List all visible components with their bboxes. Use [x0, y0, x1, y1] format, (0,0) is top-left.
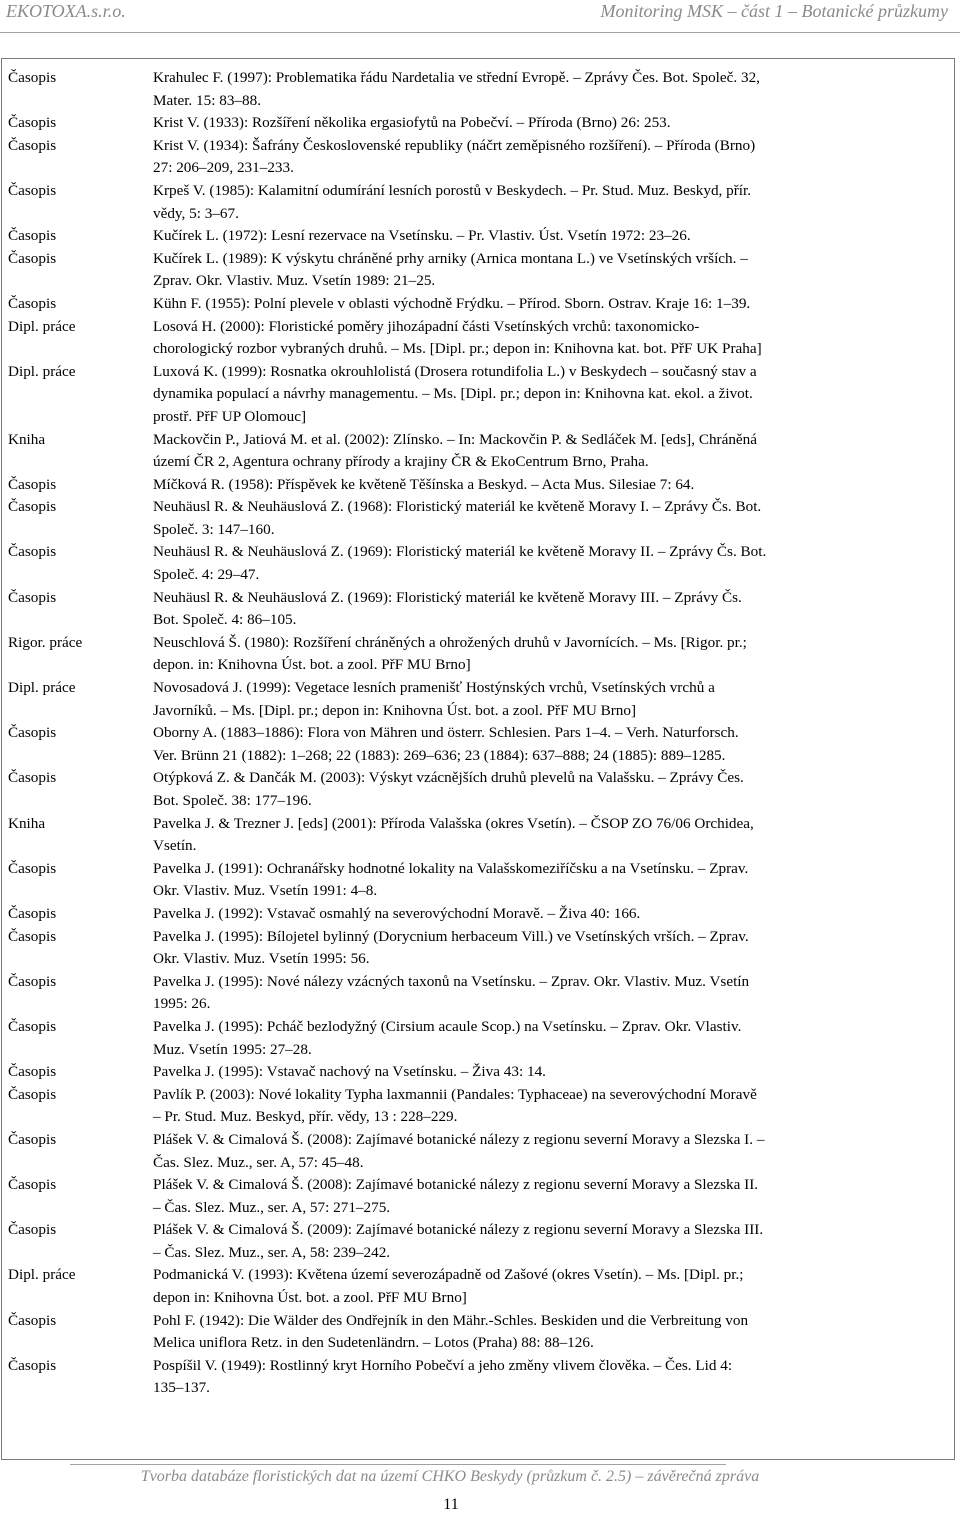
citation-line: Krist V. (1934): Šafrány Československé republiky (náčrt zeměpisného rozšíření). – Příroda (Brno): [153, 136, 756, 154]
publication-type: Časopis: [8, 724, 57, 742]
citation: [153, 135, 943, 180]
citation-line: 27: 206–209, 231–233.: [153, 159, 294, 177]
citation: [153, 496, 943, 541]
citation-line: Vsetín.: [153, 837, 197, 855]
reference-row: [8, 316, 948, 361]
citation-line: – Pr. Stud. Muz. Beskyd, přír. vědy, 13 : 228–229.: [153, 1108, 458, 1126]
footer-divider: [70, 1464, 726, 1465]
citation: [153, 1061, 943, 1084]
reference-row: [8, 971, 948, 1016]
reference-row: [8, 722, 948, 767]
citation: [153, 971, 943, 1016]
citation: [153, 1310, 943, 1355]
citation: [153, 813, 943, 858]
publication-type: Časopis: [8, 1063, 57, 1081]
citation-line: Bot. Společ. 4: 86–105.: [153, 611, 297, 629]
reference-row: [8, 429, 948, 474]
citation: [153, 722, 943, 767]
publication-type: Časopis: [8, 1017, 57, 1035]
report-title: Tvorba databáze floristických dat na území CHKO Beskydy (průzkum č. 2.5) – závěrečná zpráva: [140, 1468, 760, 1485]
reference-row: [8, 1310, 948, 1355]
citation: [153, 587, 943, 632]
citation-line: Losová H. (2000): Floristické poměry jihozápadní části Vsetínských vrchů: taxonomicko-: [153, 317, 700, 335]
publication-type: Časopis: [8, 227, 57, 245]
citation-line: Pavelka J. (1995): Nové nálezy vzácných taxonů na Vsetínsku. – Zprav. Okr. Vlastiv. Muz. Vsetín: [153, 972, 750, 990]
publication-type: Časopis: [8, 498, 57, 516]
citation-line: Plášek V. & Cimalová Š. (2008): Zajímavé botanické nálezy z regionu severní Moravy a Slezska I. –: [153, 1130, 765, 1148]
citation-line: Neuhäusl R. & Neuhäuslová Z. (1968): Floristický materiál ke květeně Moravy I. – Zprávy Čs. Bot.: [153, 498, 762, 516]
publication-type: Dipl. práce: [8, 1266, 76, 1284]
citation-line: Společ. 3: 147–160.: [153, 520, 275, 538]
citation-line: Pavelka J. (1992): Vstavač osmahlý na severovýchodní Moravě. – Živa 40: 166.: [153, 904, 641, 922]
citation-line: Ver. Brünn 21 (1882): 1–268; 22 (1883): 269–636; 23 (1884): 637–888; 24 (1885): 889–1285.: [153, 746, 726, 764]
reference-row: [8, 903, 948, 926]
header-divider: [0, 32, 960, 33]
reference-row: [8, 1129, 948, 1174]
reference-row: [8, 1061, 948, 1084]
reference-row: [8, 135, 948, 180]
publication-type: Časopis: [8, 136, 57, 154]
reference-row: [8, 361, 948, 429]
citation: [153, 225, 943, 248]
publication-type: Časopis: [8, 588, 57, 606]
citation-line: Krahulec F. (1997): Problematika řádu Nardetalia ve střední Evropě. – Zprávy Čes. Bot. Společ. 32,: [153, 69, 760, 86]
publication-type: Časopis: [8, 249, 57, 267]
reference-row: [8, 1264, 948, 1309]
citation-line: Bot. Společ. 38: 177–196.: [153, 792, 312, 809]
citation-line: depon in: Knihovna Úst. bot. a zool. PřF MU Brno]: [153, 1289, 467, 1307]
citation-line: Kučírek L. (1989): K výskytu chráněné prhy arniky (Arnica montana L.) ve Vsetínských vrších. –: [153, 249, 748, 267]
citation: [153, 541, 943, 586]
citation-line: Javorníků. – Ms. [Dipl. pr.; depon in: Knihovna Úst. bot. a zool. PřF MU Brno]: [153, 701, 637, 719]
citation-line: Okr. Vlastiv. Muz. Vsetín 1991: 4–8.: [153, 882, 378, 900]
citation: [153, 1355, 943, 1400]
citation: [153, 1219, 943, 1264]
publication-type: Kniha: [8, 430, 46, 448]
citation-line: Otýpková Z. & Dančák M. (2003): Výskyt vzácnějších druhů plevelů na Valašsku. – Zprávy Čes.: [153, 769, 744, 787]
publication-type: Časopis: [8, 972, 57, 990]
reference-row: [8, 541, 948, 586]
citation-line: Plášek V. & Cimalová Š. (2009): Zajímavé botanické nálezy z regionu severní Moravy a Slezska III.: [153, 1221, 764, 1239]
publication-type: Časopis: [8, 1221, 57, 1239]
reference-row: [8, 926, 948, 971]
citation: [153, 632, 943, 677]
publication-type: Časopis: [8, 927, 57, 945]
citation: [153, 248, 943, 293]
citation: [153, 316, 943, 361]
citation: [153, 677, 943, 722]
citation-line: 1995: 26.: [153, 995, 211, 1013]
publication-type: Časopis: [8, 475, 57, 493]
reference-row: [8, 180, 948, 225]
citation: [153, 67, 943, 112]
citation-line: Neuschlová Š. (1980): Rozšíření chráněných a ohrožených druhů v Javornících. – Ms. [Rigor. pr.;: [153, 633, 747, 651]
citation-line: Krist V. (1933): Rozšíření několika ergasiofytů na Pobečví. – Příroda (Brno) 26: 253.: [153, 114, 671, 132]
citation-line: Podmanická V. (1993): Květena území severozápadně od Zašové (okres Vsetín). – Ms. [Dipl. pr.;: [153, 1266, 744, 1284]
citation-line: chorologický rozbor vybraných druhů. – Ms. [Dipl. pr.; depon in: Knihovna kat. bot. PřF UK Praha]: [153, 340, 762, 358]
citation-line: Pavelka J. & Trezner J. [eds] (2001): Příroda Valašska (okres Vsetín). – ČSOP ZO 76/06 Orchidea,: [153, 814, 754, 832]
publication-type: Rigor. práce: [8, 633, 83, 651]
publication-type: Časopis: [8, 69, 57, 86]
citation-line: dynamika populací a návrhy managementu. – Ms. [Dipl. pr.; depon in: Knihovna kat. ekol. a život.: [153, 385, 753, 403]
references-table: [8, 67, 948, 1400]
reference-row: [8, 112, 948, 135]
citation-line: Míčková R. (1958): Příspěvek ke květeně Těšínska a Beskyd. – Acta Mus. Silesiae 7: 64.: [153, 475, 695, 493]
citation: [153, 429, 943, 474]
citation: [153, 474, 943, 497]
citation-line: území ČR 2, Agentura ochrany přírody a krajiny ČR & EkoCentrum Brno, Praha.: [153, 453, 649, 471]
publication-type: Časopis: [8, 769, 57, 787]
citation: [153, 767, 943, 812]
reference-row: [8, 1174, 948, 1219]
reference-row: [8, 767, 948, 812]
citation-line: 135–137.: [153, 1379, 210, 1397]
citation: [153, 903, 943, 926]
citation: [153, 293, 943, 316]
citation-line: Pavelka J. (1995): Vstavač nachový na Vsetínsku. – Živa 43: 14.: [153, 1063, 546, 1081]
publication-type: Dipl. práce: [8, 317, 76, 335]
citation-line: Pavelka J. (1991): Ochranářsky hodnotné lokality na Valašskomeziříčsku a na Vsetínsku. – Zprav.: [153, 859, 749, 877]
publication-type: Kniha: [8, 814, 46, 832]
citation-line: Plášek V. & Cimalová Š. (2008): Zajímavé botanické nálezy z regionu severní Moravy a Slezska II.: [153, 1176, 759, 1194]
reference-row: [8, 677, 948, 722]
citation-line: – Čas. Slez. Muz., ser. A, 58: 239–242.: [153, 1243, 391, 1261]
publication-type: Časopis: [8, 1085, 57, 1103]
citation: [153, 1174, 943, 1219]
publication-type: Časopis: [8, 294, 57, 312]
citation-line: Zprav. Okr. Vlastiv. Muz. Vsetín 1989: 21–25.: [153, 272, 436, 290]
publication-type: Časopis: [8, 1130, 57, 1148]
reference-row: [8, 474, 948, 497]
citation-line: Oborny A. (1883–1886): Flora von Mähren und österr. Schlesien. Pars 1–4. – Verh. Naturforsch.: [153, 724, 739, 742]
citation: [153, 1129, 943, 1174]
reference-row: [8, 1016, 948, 1061]
reference-row: [8, 225, 948, 248]
citation-line: depon. in: Knihovna Úst. bot. a zool. PřF MU Brno]: [153, 656, 471, 674]
publication-type: Časopis: [8, 1356, 57, 1374]
publication-type: Časopis: [8, 1311, 57, 1329]
publication-type: Časopis: [8, 904, 57, 922]
reference-row: [8, 587, 948, 632]
citation-line: Luxová K. (1999): Rosnatka okrouhlolistá (Drosera rotundifolia L.) v Beskydech – současný stav a: [153, 362, 757, 380]
page-header: [0, 0, 960, 30]
reference-row: [8, 632, 948, 677]
reference-row: [8, 496, 948, 541]
publication-type: Časopis: [8, 114, 57, 132]
reference-row: [8, 1219, 948, 1264]
citation-line: Mater. 15: 83–88.: [153, 91, 261, 109]
page-number: 11: [443, 1496, 459, 1513]
citation-line: Kühn F. (1955): Polní plevele v oblasti východně Frýdku. – Přírod. Sborn. Ostrav. Kraje 16: 1–39.: [153, 294, 751, 312]
reference-row: [8, 1355, 948, 1400]
citation-line: Krpeš V. (1985): Kalamitní odumírání lesních porostů v Beskydech. – Pr. Stud. Muz. Beskyd, přír.: [153, 181, 752, 199]
reference-row: [8, 1084, 948, 1129]
citation: [153, 361, 943, 429]
citation-line: Společ. 4: 29–47.: [153, 566, 260, 584]
citation-line: Mackovčin P., Jatiová M. et al. (2002): Zlínsko. – In: Mackovčin P. & Sedláček M. [eds], Chráněná: [153, 430, 758, 448]
citation-line: Okr. Vlastiv. Muz. Vsetín 1995: 56.: [153, 950, 370, 968]
citation-line: prostř. PřF UP Olomouc]: [153, 407, 307, 425]
citation-line: Neuhäusl R. & Neuhäuslová Z. (1969): Floristický materiál ke květeně Moravy II. – Zprávy Čs. Bot.: [153, 543, 767, 561]
citation-line: Melica uniflora Retz. in den Sudetenländrn. – Lotos (Praha) 88: 88–126.: [153, 1334, 594, 1352]
citation: [153, 858, 943, 903]
citation-line: Pavelka J. (1995): Bílojetel bylinný (Dorycnium herbaceum Vill.) ve Vsetínských vrších. – Zprav.: [153, 927, 749, 945]
project-title: Monitoring MSK – část 1 – Botanické průzkumy: [600, 1, 948, 21]
citation-line: Muz. Vsetín 1995: 27–28.: [153, 1040, 312, 1058]
reference-row: [8, 248, 948, 293]
reference-row: [8, 858, 948, 903]
citation-line: Pospíšil V. (1949): Rostlinný kryt Horního Pobečví a jeho změny vlivem člověka. – Čes. Lid 4:: [153, 1356, 733, 1374]
publication-type: Dipl. práce: [8, 679, 76, 697]
publication-type: Časopis: [8, 1176, 57, 1194]
citation: [153, 180, 943, 225]
citation: [153, 1016, 943, 1061]
citation-line: Pohl F. (1942): Die Wälder des Ondřejník in den Mähr.-Schles. Beskiden und die Verbreitung von: [153, 1311, 749, 1329]
citation-line: Čas. Slez. Muz., ser. A, 57: 45–48.: [153, 1153, 364, 1171]
reference-row: [8, 813, 948, 858]
publication-type: Časopis: [8, 859, 57, 877]
citation-line: Kučírek L. (1972): Lesní rezervace na Vsetínsku. – Pr. Vlastiv. Úst. Vsetín 1972: 23–26.: [153, 227, 691, 245]
citation-line: Neuhäusl R. & Neuhäuslová Z. (1969): Floristický materiál ke květeně Moravy III. – Zprávy Čs.: [153, 588, 742, 606]
citation-line: Pavlík P. (2003): Nové lokality Typha laxmannii (Pandales: Typhaceae) na severovýchodní Moravě: [153, 1085, 757, 1103]
publication-type: Časopis: [8, 543, 57, 561]
reference-row: [8, 67, 948, 112]
citation-line: – Čas. Slez. Muz., ser. A, 57: 271–275.: [153, 1198, 391, 1216]
company-name: EKOTOXA.s.r.o.: [6, 1, 126, 21]
citation: [153, 112, 943, 135]
publication-type: Časopis: [8, 181, 57, 199]
citation: [153, 1084, 943, 1129]
publication-type: Dipl. práce: [8, 362, 76, 380]
reference-row: [8, 293, 948, 316]
citation-line: vědy, 5: 3–67.: [153, 204, 239, 222]
citation-line: Novosadová J. (1999): Vegetace lesních pramenišť Hostýnských vrchů, Vsetínských vrchů a: [153, 679, 715, 697]
citation: [153, 1264, 943, 1309]
citation-line: Pavelka J. (1995): Pcháč bezlodyžný (Cirsium acaule Scop.) na Vsetínsku. – Zprav. Okr. Vlastiv.: [153, 1017, 742, 1035]
citation: [153, 926, 943, 971]
